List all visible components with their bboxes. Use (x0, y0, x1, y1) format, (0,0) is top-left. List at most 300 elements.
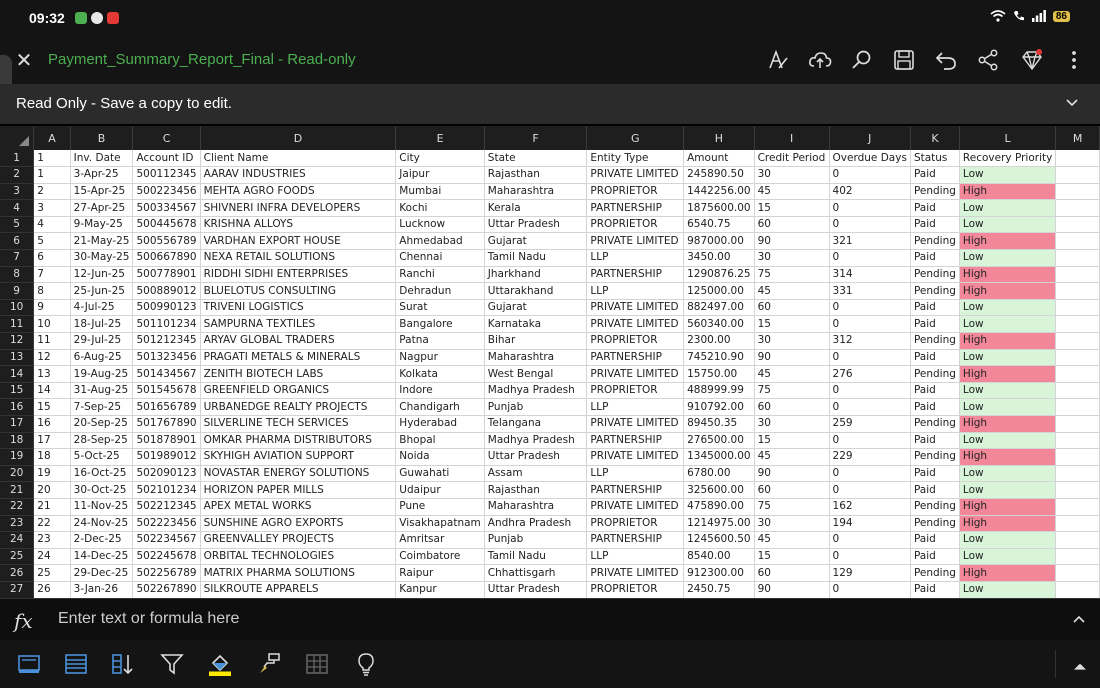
table-cell[interactable]: Paid (910, 216, 959, 233)
table-cell[interactable]: 501101234 (133, 316, 200, 333)
table-cell[interactable]: 125000.00 (684, 283, 754, 300)
table-cell[interactable]: Chennai (396, 250, 484, 267)
row-number[interactable]: 14 (0, 366, 34, 383)
table-cell[interactable]: Pending (910, 233, 959, 250)
table-cell[interactable]: 500990123 (133, 299, 200, 316)
table-cell[interactable]: Nagpur (396, 349, 484, 366)
table-cell[interactable]: Andhra Pradesh (484, 515, 587, 532)
table-cell[interactable]: 0 (829, 532, 910, 549)
table-cell[interactable]: 21 (34, 498, 70, 515)
header-cell[interactable]: Recovery Priority (959, 150, 1055, 167)
table-cell[interactable]: PARTNERSHIP (587, 432, 684, 449)
table-cell[interactable]: LLP (587, 283, 684, 300)
table-cell[interactable]: Kanpur (396, 581, 484, 598)
table-cell[interactable]: Patna (396, 333, 484, 350)
table-cell[interactable]: Raipur (396, 565, 484, 582)
table-cell[interactable]: Rajasthan (484, 167, 587, 184)
table-cell[interactable]: PROPRIETOR (587, 581, 684, 598)
table-cell[interactable]: 312 (829, 333, 910, 350)
row-number[interactable]: 4 (0, 200, 34, 217)
row-number[interactable]: 2 (0, 167, 34, 184)
table-cell[interactable]: 500445678 (133, 216, 200, 233)
table-cell[interactable]: TRIVENI LOGISTICS (200, 299, 396, 316)
table-cell[interactable]: LLP (587, 548, 684, 565)
table-cell[interactable]: 9 (34, 299, 70, 316)
table-cell[interactable]: Uttar Pradesh (484, 216, 587, 233)
header-cell[interactable]: Inv. Date (70, 150, 133, 167)
empty-cell[interactable] (1056, 399, 1100, 416)
table-cell[interactable]: 18 (34, 449, 70, 466)
empty-cell[interactable] (1056, 465, 1100, 482)
table-cell[interactable]: 259 (829, 416, 910, 433)
table-cell[interactable]: Bangalore (396, 316, 484, 333)
table-cell[interactable]: 30 (754, 250, 829, 267)
table-cell[interactable]: Lucknow (396, 216, 484, 233)
table-cell[interactable]: PROPRIETOR (587, 183, 684, 200)
table-cell[interactable]: SUNSHINE AGRO EXPORTS (200, 515, 396, 532)
table-cell[interactable]: 502267890 (133, 581, 200, 598)
table-cell[interactable]: PRIVATE LIMITED (587, 416, 684, 433)
cloud-upload-icon[interactable] (808, 48, 832, 72)
table-cell[interactable]: Gujarat (484, 233, 587, 250)
table-cell[interactable]: Pending (910, 565, 959, 582)
fill-color-icon[interactable] (208, 652, 232, 676)
table-cell[interactable]: 20-Sep-25 (70, 416, 133, 433)
row-number[interactable]: 26 (0, 565, 34, 582)
table-cell[interactable]: 30-Oct-25 (70, 482, 133, 499)
table-cell[interactable]: Uttarakhand (484, 283, 587, 300)
table-cell[interactable]: 45 (754, 449, 829, 466)
table-cell[interactable]: Jharkhand (484, 266, 587, 283)
table-cell[interactable]: 500667890 (133, 250, 200, 267)
table-cell[interactable]: 502223456 (133, 515, 200, 532)
header-cell[interactable]: Account ID (133, 150, 200, 167)
table-cell[interactable]: Maharashtra (484, 183, 587, 200)
search-icon[interactable] (850, 48, 874, 72)
table-cell[interactable]: 24-Nov-25 (70, 515, 133, 532)
table-cell[interactable]: Pending (910, 333, 959, 350)
empty-cell[interactable] (1056, 416, 1100, 433)
table-cell[interactable]: 2-Dec-25 (70, 532, 133, 549)
table-cell[interactable]: 331 (829, 283, 910, 300)
priority-cell[interactable]: High (959, 233, 1055, 250)
table-cell[interactable]: Madhya Pradesh (484, 382, 587, 399)
table-cell[interactable]: 1245600.50 (684, 532, 754, 549)
table-cell[interactable]: Noida (396, 449, 484, 466)
table-cell[interactable]: 11-Nov-25 (70, 498, 133, 515)
table-cell[interactable]: PRIVATE LIMITED (587, 366, 684, 383)
table-cell[interactable]: 500334567 (133, 200, 200, 217)
column-header-d[interactable]: D (200, 126, 396, 150)
table-cell[interactable]: 60 (754, 299, 829, 316)
table-cell[interactable]: 3-Jan-26 (70, 581, 133, 598)
table-cell[interactable]: 15 (754, 548, 829, 565)
table-cell[interactable]: 1875600.00 (684, 200, 754, 217)
empty-cell[interactable] (1056, 482, 1100, 499)
table-cell[interactable]: 8540.00 (684, 548, 754, 565)
table-cell[interactable]: Pending (910, 266, 959, 283)
table-cell[interactable]: 1345000.00 (684, 449, 754, 466)
table-cell[interactable]: 0 (829, 382, 910, 399)
table-cell[interactable]: Paid (910, 581, 959, 598)
row-number[interactable]: 20 (0, 465, 34, 482)
table-cell[interactable]: 8 (34, 283, 70, 300)
table-cell[interactable]: 500223456 (133, 183, 200, 200)
table-cell[interactable]: Indore (396, 382, 484, 399)
table-cell[interactable]: BLUELOTUS CONSULTING (200, 283, 396, 300)
priority-cell[interactable]: Low (959, 432, 1055, 449)
table-cell[interactable]: 75 (754, 266, 829, 283)
table-cell[interactable]: PRIVATE LIMITED (587, 498, 684, 515)
empty-cell[interactable] (1056, 349, 1100, 366)
table-cell[interactable]: 21-May-25 (70, 233, 133, 250)
table-cell[interactable]: 0 (829, 316, 910, 333)
table-cell[interactable]: 0 (829, 548, 910, 565)
empty-cell[interactable] (1056, 366, 1100, 383)
table-cell[interactable]: Jaipur (396, 167, 484, 184)
table-cell[interactable]: 90 (754, 233, 829, 250)
table-cell[interactable]: Telangana (484, 416, 587, 433)
priority-cell[interactable]: Low (959, 316, 1055, 333)
table-cell[interactable]: 501767890 (133, 416, 200, 433)
table-cell[interactable]: 502256789 (133, 565, 200, 582)
table-cell[interactable]: 22 (34, 515, 70, 532)
table-cell[interactable]: 2450.75 (684, 581, 754, 598)
ideas-lightbulb-icon[interactable] (354, 652, 378, 676)
empty-cell[interactable] (1056, 333, 1100, 350)
row-number[interactable]: 16 (0, 399, 34, 416)
table-cell[interactable]: 500556789 (133, 233, 200, 250)
table-cell[interactable]: 276500.00 (684, 432, 754, 449)
table-cell[interactable]: 3 (34, 200, 70, 217)
table-cell[interactable]: 12-Jun-25 (70, 266, 133, 283)
table-cell[interactable]: 910792.00 (684, 399, 754, 416)
table-cell[interactable]: PRIVATE LIMITED (587, 299, 684, 316)
table-cell[interactable]: 1442256.00 (684, 183, 754, 200)
column-header-b[interactable]: B (70, 126, 133, 150)
table-cell[interactable]: 90 (754, 465, 829, 482)
row-number[interactable]: 7 (0, 250, 34, 267)
table-cell[interactable]: PROPRIETOR (587, 382, 684, 399)
table-cell[interactable]: 0 (829, 399, 910, 416)
table-cell[interactable]: 60 (754, 565, 829, 582)
table-cell[interactable]: PRIVATE LIMITED (587, 233, 684, 250)
row-number[interactable]: 24 (0, 532, 34, 549)
table-cell[interactable]: Udaipur (396, 482, 484, 499)
table-cell[interactable]: Paid (910, 482, 959, 499)
table-cell[interactable]: Kochi (396, 200, 484, 217)
table-cell[interactable]: 0 (829, 465, 910, 482)
row-number[interactable]: 1 (0, 150, 34, 167)
table-cell[interactable]: 3-Apr-25 (70, 167, 133, 184)
table-cell[interactable]: MATRIX PHARMA SOLUTIONS (200, 565, 396, 582)
table-cell[interactable]: Pending (910, 366, 959, 383)
table-cell[interactable]: 31-Aug-25 (70, 382, 133, 399)
table-cell[interactable]: HORIZON PAPER MILLS (200, 482, 396, 499)
empty-cell[interactable] (1056, 449, 1100, 466)
priority-cell[interactable]: Low (959, 250, 1055, 267)
table-cell[interactable]: LLP (587, 465, 684, 482)
table-cell[interactable]: 23 (34, 532, 70, 549)
table-cell[interactable]: Madhya Pradesh (484, 432, 587, 449)
row-number[interactable]: 11 (0, 316, 34, 333)
table-cell[interactable]: APEX METAL WORKS (200, 498, 396, 515)
table-cell[interactable]: 402 (829, 183, 910, 200)
table-cell[interactable]: Ranchi (396, 266, 484, 283)
table-cell[interactable]: 29-Dec-25 (70, 565, 133, 582)
table-cell[interactable]: 30 (754, 333, 829, 350)
table-cell[interactable]: Amritsar (396, 532, 484, 549)
column-header-j[interactable]: J (829, 126, 910, 150)
table-cell[interactable]: 27-Apr-25 (70, 200, 133, 217)
table-cell[interactable]: 276 (829, 366, 910, 383)
table-cell[interactable]: OMKAR PHARMA DISTRIBUTORS (200, 432, 396, 449)
fx-icon[interactable]: fx (14, 609, 33, 633)
row-number[interactable]: 3 (0, 183, 34, 200)
table-cell[interactable]: 1290876.25 (684, 266, 754, 283)
priority-cell[interactable]: Low (959, 581, 1055, 598)
table-cell[interactable]: 5 (34, 233, 70, 250)
table-cell[interactable]: SILKROUTE APPARELS (200, 581, 396, 598)
table-cell[interactable]: 3450.00 (684, 250, 754, 267)
table-cell[interactable]: NEXA RETAIL SOLUTIONS (200, 250, 396, 267)
table-cell[interactable]: 25-Jun-25 (70, 283, 133, 300)
table-cell[interactable]: 20 (34, 482, 70, 499)
table-cell[interactable]: Paid (910, 316, 959, 333)
table-cell[interactable]: Coimbatore (396, 548, 484, 565)
row-number[interactable]: 25 (0, 548, 34, 565)
table-cell[interactable]: 501212345 (133, 333, 200, 350)
share-icon[interactable] (976, 48, 1000, 72)
table-cell[interactable]: GREENFIELD ORGANICS (200, 382, 396, 399)
table-cell[interactable]: 229 (829, 449, 910, 466)
table-cell[interactable]: 15750.00 (684, 366, 754, 383)
table-cell[interactable]: Bhopal (396, 432, 484, 449)
table-cell[interactable]: 90 (754, 349, 829, 366)
table-cell[interactable]: 502090123 (133, 465, 200, 482)
table-cell[interactable]: 488999.99 (684, 382, 754, 399)
table-cell[interactable]: 75 (754, 498, 829, 515)
empty-cell[interactable] (1056, 299, 1100, 316)
table-cell[interactable]: PRIVATE LIMITED (587, 316, 684, 333)
save-icon[interactable] (892, 48, 916, 72)
table-cell[interactable]: 75 (754, 382, 829, 399)
table-cell[interactable]: 19-Aug-25 (70, 366, 133, 383)
table-cell[interactable]: 89450.35 (684, 416, 754, 433)
row-number[interactable]: 22 (0, 498, 34, 515)
table-cell[interactable]: LLP (587, 250, 684, 267)
row-number[interactable]: 17 (0, 416, 34, 433)
table-cell[interactable]: 1214975.00 (684, 515, 754, 532)
chevron-up-icon[interactable] (1072, 612, 1086, 626)
header-cell[interactable]: State (484, 150, 587, 167)
priority-cell[interactable]: Low (959, 532, 1055, 549)
formula-input[interactable]: Enter text or formula here (58, 610, 240, 627)
table-cell[interactable]: PROPRIETOR (587, 515, 684, 532)
premium-diamond-icon[interactable] (1020, 48, 1044, 72)
table-cell[interactable]: 60 (754, 216, 829, 233)
table-cell[interactable]: 500889012 (133, 283, 200, 300)
table-cell[interactable]: PROPRIETOR (587, 333, 684, 350)
priority-cell[interactable]: Low (959, 167, 1055, 184)
table-cell[interactable]: Paid (910, 299, 959, 316)
table-cell[interactable]: 1 (34, 167, 70, 184)
column-header-m[interactable]: M (1056, 126, 1100, 150)
table-cell[interactable]: 6540.75 (684, 216, 754, 233)
column-header-g[interactable]: G (587, 126, 684, 150)
row-number[interactable]: 9 (0, 283, 34, 300)
table-cell[interactable]: 129 (829, 565, 910, 582)
priority-cell[interactable]: High (959, 565, 1055, 582)
row-number[interactable]: 5 (0, 216, 34, 233)
empty-cell[interactable] (1056, 565, 1100, 582)
table-cell[interactable]: 17 (34, 432, 70, 449)
table-cell[interactable]: Kolkata (396, 366, 484, 383)
table-cell[interactable]: Gujarat (484, 299, 587, 316)
table-cell[interactable]: 321 (829, 233, 910, 250)
table-cell[interactable]: 502212345 (133, 498, 200, 515)
table-cell[interactable]: VARDHAN EXPORT HOUSE (200, 233, 396, 250)
table-cell[interactable]: 501656789 (133, 399, 200, 416)
table-cell[interactable]: 194 (829, 515, 910, 532)
table-cell[interactable]: 15 (754, 432, 829, 449)
priority-cell[interactable]: High (959, 366, 1055, 383)
table-cell[interactable]: 6-Aug-25 (70, 349, 133, 366)
table-cell[interactable]: RIDDHI SIDHI ENTERPRISES (200, 266, 396, 283)
table-cell[interactable]: 9-May-25 (70, 216, 133, 233)
table-cell[interactable]: 30 (754, 515, 829, 532)
table-cell[interactable]: 15-Apr-25 (70, 183, 133, 200)
priority-cell[interactable]: Low (959, 465, 1055, 482)
row-number[interactable]: 23 (0, 515, 34, 532)
table-cell[interactable]: LLP (587, 399, 684, 416)
table-cell[interactable]: GREENVALLEY PROJECTS (200, 532, 396, 549)
table-cell[interactable]: 29-Jul-25 (70, 333, 133, 350)
header-cell[interactable]: Credit Period (754, 150, 829, 167)
table-cell[interactable]: NOVASTAR ENERGY SOLUTIONS (200, 465, 396, 482)
priority-cell[interactable]: Low (959, 200, 1055, 217)
table-cell[interactable]: 560340.00 (684, 316, 754, 333)
filter-icon[interactable] (160, 652, 184, 676)
table-cell[interactable]: PARTNERSHIP (587, 349, 684, 366)
table-cell[interactable]: 0 (829, 482, 910, 499)
column-header-a[interactable]: A (34, 126, 70, 150)
priority-cell[interactable]: High (959, 266, 1055, 283)
table-cell[interactable]: 14-Dec-25 (70, 548, 133, 565)
empty-cell[interactable] (1056, 233, 1100, 250)
table-cell[interactable]: Pending (910, 515, 959, 532)
priority-cell[interactable]: Low (959, 548, 1055, 565)
priority-cell[interactable]: High (959, 416, 1055, 433)
close-icon[interactable]: ✕ (15, 48, 33, 72)
table-cell[interactable]: 162 (829, 498, 910, 515)
column-header-i[interactable]: I (754, 126, 829, 150)
table-cell[interactable]: Pending (910, 416, 959, 433)
priority-cell[interactable]: High (959, 183, 1055, 200)
table-cell[interactable]: PRIVATE LIMITED (587, 449, 684, 466)
table-cell[interactable]: 18-Jul-25 (70, 316, 133, 333)
table-cell[interactable]: ARYAV GLOBAL TRADERS (200, 333, 396, 350)
table-cell[interactable]: Paid (910, 200, 959, 217)
table-cell[interactable]: Chandigarh (396, 399, 484, 416)
table-cell[interactable]: Chhattisgarh (484, 565, 587, 582)
table-cell[interactable]: Paid (910, 465, 959, 482)
table-cell[interactable]: 7-Sep-25 (70, 399, 133, 416)
table-cell[interactable]: 502234567 (133, 532, 200, 549)
table-cell[interactable]: 16 (34, 416, 70, 433)
table-cell[interactable]: PARTNERSHIP (587, 200, 684, 217)
table-cell[interactable]: 501434567 (133, 366, 200, 383)
table-cell[interactable]: Mumbai (396, 183, 484, 200)
table-cell[interactable]: 4 (34, 216, 70, 233)
table-cell[interactable]: 325600.00 (684, 482, 754, 499)
empty-cell[interactable] (1056, 515, 1100, 532)
table-cell[interactable]: 500112345 (133, 167, 200, 184)
table-cell[interactable]: 10 (34, 316, 70, 333)
table-cell[interactable]: Punjab (484, 532, 587, 549)
table-cell[interactable]: Pune (396, 498, 484, 515)
header-cell[interactable]: 1 (34, 150, 70, 167)
table-cell[interactable]: 882497.00 (684, 299, 754, 316)
column-header-e[interactable]: E (396, 126, 484, 150)
draw-icon[interactable] (766, 48, 790, 72)
table-cell[interactable]: SHIVNERI INFRA DEVELOPERS (200, 200, 396, 217)
table-cell[interactable]: Visakhapatnam (396, 515, 484, 532)
table-cell[interactable]: Pending (910, 183, 959, 200)
table-cell[interactable]: 28-Sep-25 (70, 432, 133, 449)
header-cell[interactable]: Status (910, 150, 959, 167)
table-cell[interactable]: ORBITAL TECHNOLOGIES (200, 548, 396, 565)
column-header-l[interactable]: L (959, 126, 1055, 150)
table-cell[interactable]: 45 (754, 366, 829, 383)
table-cell[interactable]: 912300.00 (684, 565, 754, 582)
table-cell[interactable]: 502101234 (133, 482, 200, 499)
table-cell[interactable]: Hyderabad (396, 416, 484, 433)
header-cell[interactable]: Amount (684, 150, 754, 167)
row-number[interactable]: 15 (0, 382, 34, 399)
table-cell[interactable]: 25 (34, 565, 70, 582)
table-cell[interactable]: 745210.90 (684, 349, 754, 366)
table-cell[interactable]: PARTNERSHIP (587, 266, 684, 283)
priority-cell[interactable]: Low (959, 349, 1055, 366)
column-header-c[interactable]: C (133, 126, 200, 150)
table-cell[interactable]: Paid (910, 382, 959, 399)
table-cell[interactable]: Guwahati (396, 465, 484, 482)
table-cell[interactable]: 30 (754, 167, 829, 184)
table-cell[interactable]: 501989012 (133, 449, 200, 466)
table-cell[interactable]: Pending (910, 498, 959, 515)
table-cell[interactable]: Uttar Pradesh (484, 581, 587, 598)
insert-table-icon[interactable] (305, 652, 329, 676)
row-number[interactable]: 27 (0, 581, 34, 598)
table-cell[interactable]: Dehradun (396, 283, 484, 300)
more-vertical-icon[interactable] (1062, 48, 1086, 72)
table-cell[interactable]: 15 (34, 399, 70, 416)
cell-view-icon[interactable] (17, 652, 41, 676)
table-cell[interactable]: 24 (34, 548, 70, 565)
empty-cell[interactable] (1056, 532, 1100, 549)
empty-cell[interactable] (1056, 250, 1100, 267)
table-cell[interactable]: Bihar (484, 333, 587, 350)
table-cell[interactable]: 90 (754, 581, 829, 598)
table-cell[interactable]: 45 (754, 283, 829, 300)
table-cell[interactable]: 0 (829, 581, 910, 598)
table-cell[interactable]: West Bengal (484, 366, 587, 383)
priority-cell[interactable]: High (959, 283, 1055, 300)
sort-icon[interactable] (111, 652, 135, 676)
table-cell[interactable]: Maharashtra (484, 498, 587, 515)
table-cell[interactable]: Paid (910, 399, 959, 416)
